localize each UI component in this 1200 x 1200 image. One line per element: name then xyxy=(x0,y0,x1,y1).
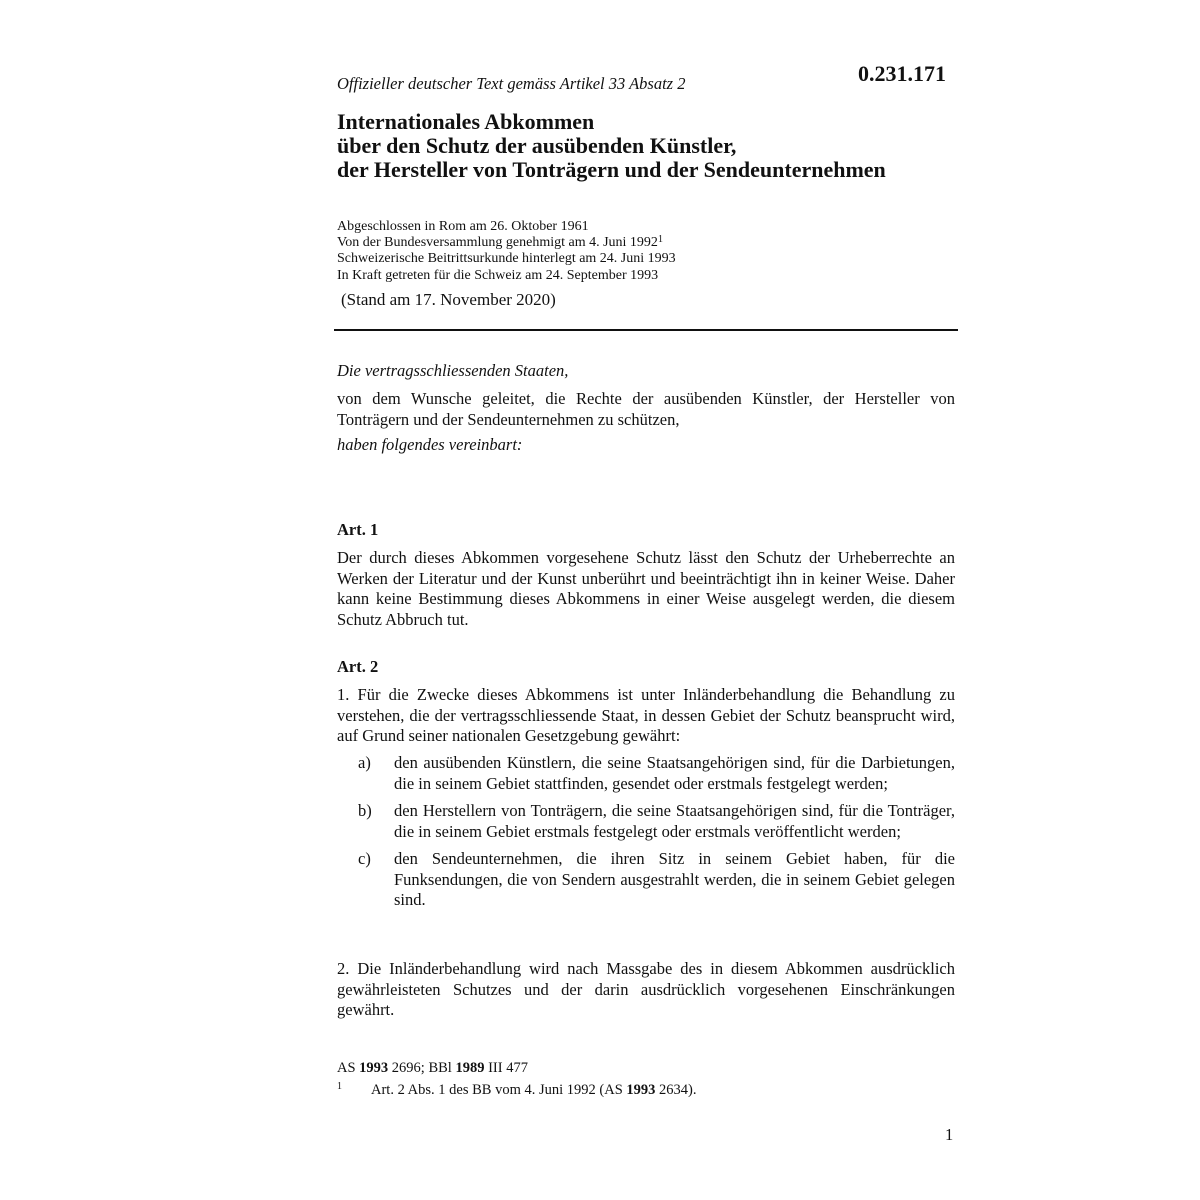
article-1-text: Der durch dieses Abkommen vorgesehene Schutz lässt den Schutz der Urheberrechte an Werken der Literatur und der Kunst unberührt und beeinträchtigt ihn in keiner Weise. Daher kann keine Bestimmung dieses Abkommens in einer Weise ausgelegt werden, die diesem Schutz Abbruch tut. xyxy=(337,548,955,629)
header-divider xyxy=(334,329,958,331)
publication-source xyxy=(337,1060,528,1077)
list-item xyxy=(337,849,955,911)
preamble-agreed: haben folgendes vereinbart: xyxy=(337,435,523,454)
title-line: der Hersteller von Tonträgern und der Sendeunternehmen xyxy=(337,157,886,182)
document-title xyxy=(337,110,977,182)
list-item-text: den Sendeunternehmen, die ihren Sitz in seinem Gebiet haben, für die Funksendungen, die von Sendern ausgestrahlt werden, die in seinem Gebiet gelegen sind. xyxy=(394,849,955,909)
list-item-text: den Herstellern von Tonträgern, die seine Staatsangehörigen sind, für die Tonträger, die in seinem Gebiet erstmals festgelegt oder erstmals veröffentlicht werden; xyxy=(394,801,955,841)
list-marker: a) xyxy=(358,753,371,772)
footnote-marker: 1 xyxy=(337,1081,342,1092)
list-item-text: den ausübenden Künstlern, die seine Staatsangehörigen sind, für die Darbietungen, die in seinem Gebiet stattfinden, gesendet oder erstmals festgelegt werden; xyxy=(394,753,955,793)
status-date: (Stand am 17. November 2020) xyxy=(341,290,556,309)
as-page: 2696; BBl xyxy=(391,1060,452,1076)
bbl-year: 1989 xyxy=(455,1060,485,1076)
treaty-metadata xyxy=(337,219,676,284)
title-line: Internationales Abkommen xyxy=(337,109,595,134)
as-year: 1993 xyxy=(359,1060,389,1076)
preamble-desire: von dem Wunsche geleitet, die Rechte der ausübenden Künstler, der Hersteller von Tonträgern und der Sendeunternehmen zu schützen, xyxy=(337,389,955,429)
article-1-heading: Art. 1 xyxy=(337,520,379,539)
list-item xyxy=(337,753,955,794)
footnote-text: Art. 2 Abs. 1 des BB vom 4. Juni 1992 (AS xyxy=(371,1082,623,1098)
preamble-parties: Die vertragsschliessenden Staaten, xyxy=(337,361,569,380)
footnote-year: 1993 xyxy=(626,1082,656,1098)
footnote-1 xyxy=(337,1081,696,1099)
list-item xyxy=(337,801,955,842)
in-force-date: In Kraft getreten für die Schweiz am 24. September 1993 xyxy=(337,267,659,283)
official-text-note: Offizieller deutscher Text gemäss Artikel 33 Absatz 2 xyxy=(337,74,686,93)
footnote-reference[interactable]: 1 xyxy=(657,234,663,246)
sr-number: 0.231.171 xyxy=(858,61,946,86)
article-2-heading: Art. 2 xyxy=(337,657,379,676)
page-number: 1 xyxy=(945,1125,954,1144)
footnote-text-end: 2634). xyxy=(659,1082,697,1098)
article-2-list xyxy=(337,753,955,918)
list-marker: b) xyxy=(358,801,372,820)
approval-date xyxy=(337,235,676,251)
concluded-date: Abgeschlossen in Rom am 26. Oktober 1961 xyxy=(337,219,589,234)
article-2-paragraph-1: 1. Für die Zwecke dieses Abkommens ist unter Inländerbehandlung die Behandlung zu verstehen, die der vertragsschliessende Staat, in dessen Gebiet der Schutz beansprucht wird, auf Grund seiner nationalen Gesetzgebung gewährt: xyxy=(337,685,955,745)
as-label: AS xyxy=(337,1060,356,1076)
accession-date: Schweizerische Beitrittsurkunde hinterlegt am 24. Juni 1993 xyxy=(337,251,676,267)
list-marker: c) xyxy=(358,849,371,868)
title-line: über den Schutz der ausübenden Künstler, xyxy=(337,133,737,158)
article-2-paragraph-2: 2. Die Inländerbehandlung wird nach Massgabe des in diesem Abkommen ausdrücklich gewährleisteten Schutzes und der darin ausdrücklich vorgesehenen Einschränkungen gewährt. xyxy=(337,959,955,1019)
bbl-ref: III 477 xyxy=(488,1060,528,1076)
approval-text: Von der Bundesversammlung genehmigt am 4. Juni 1992 xyxy=(337,235,658,251)
